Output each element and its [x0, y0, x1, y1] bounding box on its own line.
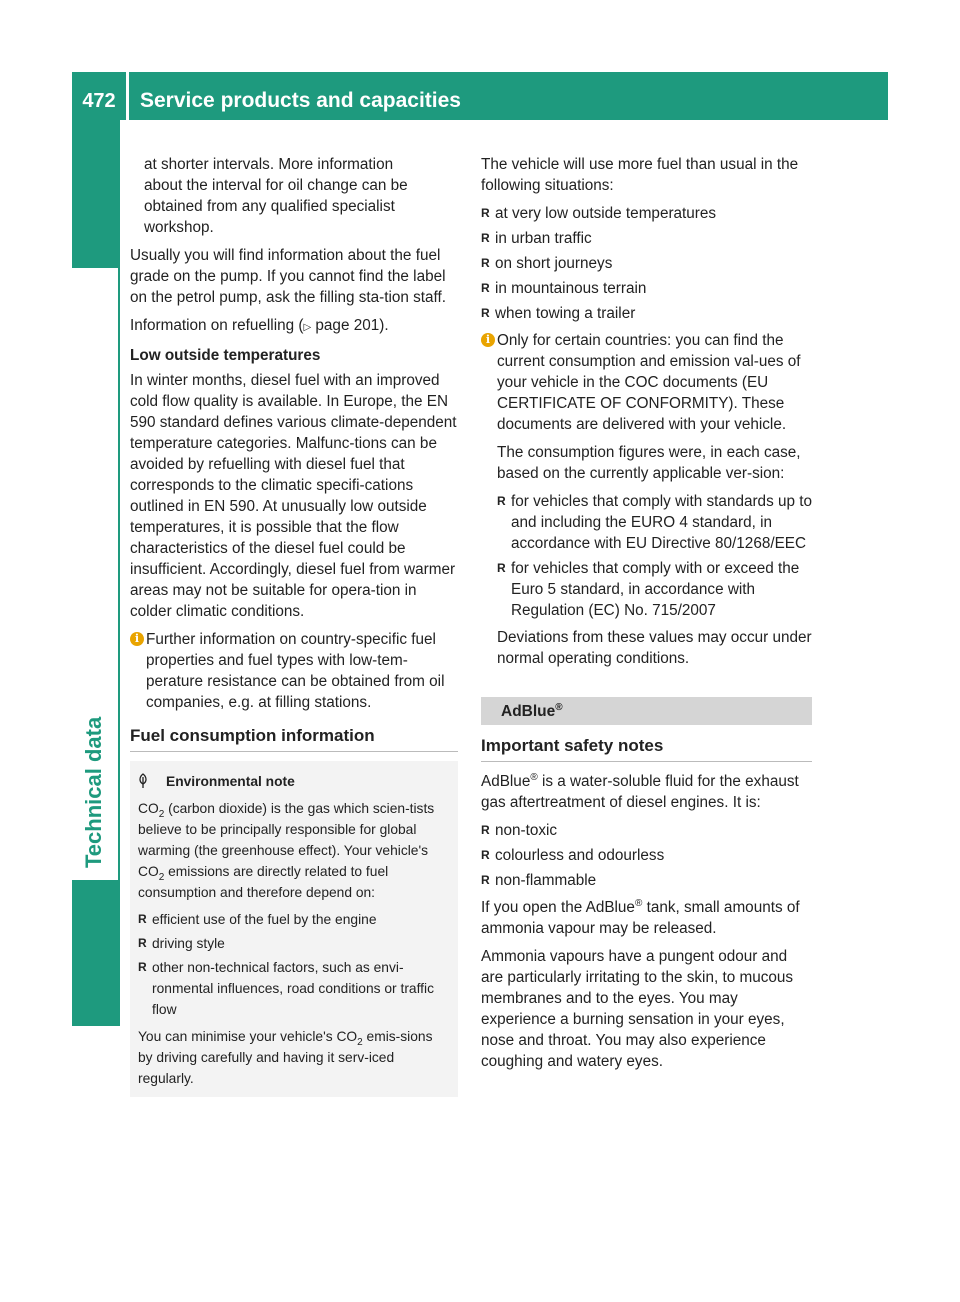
bullet-icon: R — [481, 873, 490, 887]
info-icon: i — [481, 333, 495, 347]
list-item-text: in mountainous terrain — [495, 280, 647, 297]
list-item — [481, 303, 812, 324]
env-text: You can minimise your vehicle's — [138, 1029, 337, 1044]
consumption-paragraph: The vehicle will use more fuel than usual in the following situations: — [481, 156, 799, 194]
list-item — [481, 870, 812, 891]
co2-text: CO — [336, 1029, 358, 1044]
refuelling-reference — [130, 315, 458, 338]
list-item — [481, 845, 812, 866]
continued-line: at shorter intervals. More information — [144, 156, 394, 173]
co2-subscript: 2 — [158, 808, 165, 820]
list-item — [138, 933, 450, 954]
safety-notes-heading: Important safety notes — [481, 736, 664, 755]
co2-subscript: 2 — [357, 1036, 363, 1048]
bullet-icon: R — [481, 823, 490, 837]
environmental-note-title — [138, 771, 450, 792]
env-paragraph-2 — [138, 1026, 450, 1089]
bullet-icon: R — [138, 912, 147, 926]
fuel-grade-paragraph: Usually you will find information about the fuel grade on the pump. If you cannot find the label on the petrol pump, ask the filling sta-tion staff. — [130, 247, 447, 306]
environmental-note-box — [130, 761, 458, 1097]
continued-line: about the interval for oil change can be — [144, 177, 408, 194]
bullet-icon: R — [497, 561, 506, 575]
deviations-text: Deviations from these values may occur under normal operating conditions. — [497, 629, 812, 667]
info-note — [130, 629, 458, 713]
registered-mark: ® — [530, 771, 538, 783]
list-item-text: efficient use of the fuel by the engine — [152, 912, 377, 927]
page-ref-arrow-icon[interactable]: ▷ — [303, 322, 312, 333]
list-item-text: driving style — [152, 936, 225, 951]
low-temp-paragraph: In winter months, diesel fuel with an improved cold flow quality is available. In Europe, the EN 590 standard defines various climate-dependent temperature categories. Malfunc-tions can be avoided by refuelling with diesel fuel that corresponds to the climatic specifi-cations outlined in EN 590. At unusually low outside temperatures, it is possible that the flow characteristics of the diesel fuel could be insufficient. Accordingly, diesel fuel from warmer areas may not be suitable for opera-tion in colder climatic conditions. — [130, 372, 457, 620]
situation-list — [481, 203, 812, 324]
co2-subscript: 2 — [158, 871, 165, 883]
co2-text: CO — [138, 864, 159, 879]
list-item-text: when towing a trailer — [495, 305, 636, 322]
low-temp-heading: Low outside temperatures — [130, 347, 321, 364]
adblue-section-heading — [481, 697, 812, 725]
header-separator — [126, 72, 129, 120]
coc-info-text: Only for certain countries: you can find the current consumption and emission val-ues of your vehicle in the COC documents (EU CERTIFICATE OF CONFORMITY). These documents are delivered with your vehicle. — [497, 332, 801, 433]
standards-list — [497, 491, 812, 621]
ref-text: Information on refuelling ( — [130, 317, 304, 334]
list-item — [481, 228, 812, 249]
list-item — [497, 491, 812, 554]
info-icon: i — [130, 632, 144, 646]
env-paragraph-1 — [138, 798, 450, 903]
continued-text — [130, 154, 458, 238]
page-title: Service products and capacities — [140, 89, 461, 112]
list-item — [138, 909, 450, 930]
tank-text: tank, small amounts of ammonia vapour may be released. — [481, 899, 800, 937]
co2-text: CO — [138, 801, 159, 816]
list-item-text: in urban traffic — [495, 230, 592, 247]
bullet-icon: R — [481, 848, 490, 862]
list-item — [481, 203, 812, 224]
list-item-text: colourless and odourless — [495, 847, 665, 864]
environment-leaf-icon — [136, 773, 150, 789]
adblue-description — [481, 771, 812, 813]
bullet-icon: R — [481, 281, 490, 295]
list-item — [138, 957, 450, 1020]
tank-open-paragraph — [481, 897, 812, 939]
list-item — [497, 558, 812, 621]
bullet-icon: R — [481, 231, 490, 245]
coc-info-note — [481, 330, 812, 669]
tank-text: If you open the AdBlue — [481, 899, 635, 916]
page-number: 472 — [82, 90, 116, 112]
list-item — [481, 820, 812, 841]
fuel-consumption-section — [130, 725, 458, 752]
env-text: (carbon dioxide) is the gas which scien-tists believe to be principally responsible for global warming (the greenhouse effect). Your vehicle's — [138, 801, 435, 858]
environmental-note-label: Environmental note — [166, 774, 295, 789]
registered-mark: ® — [634, 897, 643, 909]
bullet-icon: R — [481, 206, 490, 220]
env-text: emis-sions by driving carefully and having it serv-iced regularly. — [138, 1029, 433, 1086]
continued-line: obtained from any qualified specialist — [144, 198, 395, 215]
ref-page[interactable]: page 201). — [311, 317, 389, 334]
list-item-text: other non-technical factors, such as envi-ronmental influences, road conditions or traffic flow — [152, 960, 434, 1017]
list-item-text: non-flammable — [495, 872, 597, 889]
list-item — [481, 253, 812, 274]
safety-notes-section — [481, 735, 812, 762]
right-column — [481, 154, 812, 1079]
bullet-icon: R — [138, 936, 147, 950]
list-item — [481, 278, 812, 299]
bullet-icon: R — [497, 494, 506, 508]
bullet-icon: R — [481, 256, 490, 270]
continued-line: workshop. — [144, 219, 214, 236]
adblue-text: AdBlue — [481, 773, 531, 790]
list-item-text: on short journeys — [495, 255, 613, 272]
list-item-text: non-toxic — [495, 822, 558, 839]
adblue-heading-text: AdBlue — [501, 703, 556, 720]
bullet-icon: R — [138, 960, 147, 974]
info-note-text: Further information on country-specific fuel properties and fuel types with low-tem-perature resistance can be obtained from oil companies, e.g. at filling stations. — [146, 631, 445, 711]
ammonia-paragraph: Ammonia vapours have a pungent odour and are particularly irritating to the skin, to mucous membranes and to the eyes. You may experience a burning sensation in your eyes, nose and throat. You may also experience coughing and watery eyes. — [481, 948, 794, 1070]
list-item-text: for vehicles that comply with or exceed the Euro 5 standard, in accordance with Regulation (EC) No. 715/2007 — [511, 560, 800, 619]
registered-mark: ® — [555, 701, 563, 713]
list-item-text: at very low outside temperatures — [495, 205, 717, 222]
bullet-icon: R — [481, 306, 490, 320]
env-text: emissions are directly related to fuel consumption and therefore depend on: — [138, 864, 389, 900]
properties-list — [481, 820, 812, 891]
adblue-text: is a water-soluble fluid for the exhaust gas aftertreatment of diesel engines. It is: — [481, 773, 799, 811]
list-item-text: for vehicles that comply with standards up to and including the EURO 4 standard, in accordance with EU Directive 80/1268/EEC — [511, 493, 812, 552]
fuel-consumption-heading: Fuel consumption information — [130, 726, 375, 745]
env-bullet-list — [138, 909, 450, 1020]
consumption-figures-text: The consumption figures were, in each case, based on the currently applicable ver-sion: — [497, 444, 801, 482]
side-tab-label: Technical data — [70, 268, 118, 880]
left-column — [130, 154, 458, 1097]
